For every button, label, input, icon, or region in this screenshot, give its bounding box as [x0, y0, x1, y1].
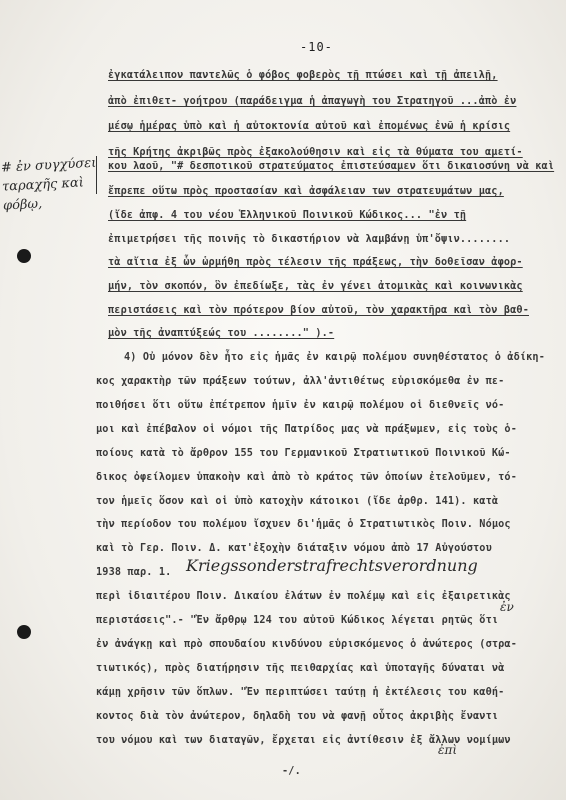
text-line: κου λαοῦ, "# δεσποτικοῦ στρατεύματος ἐπιστεύσαμεν ὅτι δικαιοσύνη νὰ καὶ — [108, 161, 555, 172]
text-line: κοντος διὰ τὸν ἀνώτερον, δηλαδὴ του νὰ φανῇ οὗτος ἀκριβὴς ἔναντι — [96, 711, 499, 722]
text-line: τὴν περίοδον του πολέμου ἴσχυεν δι'ἡμᾶς ὁ Στρατιωτικὸς Ποιν. Νόμος — [96, 519, 511, 530]
text-line: περιστάσεις καὶ τὸν πρότερον βίον αὐτοῦ, τὸν χαρακτῆρα καὶ τὸν βαθ- — [108, 305, 529, 316]
punch-hole-top — [17, 249, 31, 263]
text-line: μὸν τῆς ἀναπτύξεώς του ........" ).- — [108, 328, 335, 339]
handwritten-law-title: Kriegssonderstrafrechtsverordnung — [186, 556, 478, 575]
margin-note-line: # ἐν συγχύσει — [0, 155, 97, 176]
text-line: καὶ τὸ Γερ. Ποιν. Δ. κατ'ἐξοχὴν διάταξιν νόμου ἀπὸ 17 Αὐγούστου — [96, 543, 492, 554]
text-line: ἐπιμετρήσει τῆς ποινῆς τὸ δικαστήριον νὰ λαμβάνῃ ὑπ'ὄψιν........ — [108, 234, 511, 245]
punch-hole-bottom — [17, 625, 31, 639]
text-line: περιστάσεις".- "Ἐν ἄρθρῳ 124 του αὐτοῦ Κώδικος λέγεται ρητῶς ὅτι — [96, 615, 499, 626]
text-line: κάμῃ χρῆσιν τῶν ὅπλων. "Ἐν περιπτώσει ταύτῃ ἡ ἐκτέλεσις του καθή- — [96, 687, 505, 698]
text-line: μήν, τὸν σκοπόν, ὃν ἐπεδίωξε, τὰς ἐν γένει ἀτομικὰς καὶ κοινωνικὰς — [108, 281, 523, 292]
text-line: μοι καὶ ἐπέβαλον οἱ νόμοι τῆς Πατρίδος μας νὰ πράξωμεν, εἰς τοὺς ὁ- — [96, 424, 517, 435]
page-number: -10- — [300, 40, 333, 54]
text-line: (ἴδε ἀπφ. 4 του νέου Ἑλληνικοῦ Ποινικοῦ Κώδικος... "ἐν τῇ — [108, 210, 467, 221]
handwritten-mark: ἐπὶ — [438, 743, 458, 757]
handwritten-mark: ἐν — [500, 600, 514, 614]
text-line: ποιθήσει ὅτι οὕτω ἐπέτρεπον ἡμῖν ἐν καιρῷ πολέμου οἱ διεθνεῖς νό- — [96, 400, 505, 411]
page-end-mark: -/. — [282, 766, 301, 777]
text-line: ἀπὸ ἐπιθετ- γοήτρου (παράδειγμα ἡ ἀπαγωγὴ του Στρατηγοῦ ...ἀπὸ ἐν — [108, 96, 517, 107]
text-line: δικος ὀφείλομεν ὑπακοὴν καὶ ἀπὸ τὸ κράτος τῶν ὁποίων ἐτελοῦμεν, τό- — [96, 472, 517, 483]
margin-note-line: ταραχῆς καὶ — [1, 175, 85, 195]
text-line: ἐν ἀνάγκῃ καὶ πρὸ σπουδαίου κινδύνου εὑρισκόμενος ὁ ἀνώτερος (στρα- — [96, 639, 517, 650]
text-line: 4) Οὐ μόνον δὲν ἦτο εἰς ἡμᾶς ἐν καιρῷ πολέμου συνηθέστατος ὁ ἀδίκη- — [124, 352, 545, 363]
text-line: τὰ αἴτια ἐξ ὧν ὡρμήθη πρὸς τέλεσιν τῆς πράξεως, τὴν δοθεῖσαν ἀφορ- — [108, 257, 523, 268]
text-line: ἐγκατάλειπον παντελῶς ὁ φόβος φοβερὸς τῇ πτώσει καὶ τῇ ἀπειλῇ, — [108, 70, 498, 81]
margin-bracket — [96, 156, 105, 194]
text-line: τῆς Κρήτης ἀκριβῶς πρὸς ἐξακολούθησιν καὶ εἰς τὰ θύματα του αμετί- — [108, 147, 523, 158]
text-line: περὶ ἰδιαιτέρου Ποιν. Δικαίου ἐλάτων ἐν πολέμῳ καὶ εἰς ἐξαιρετικὰς — [96, 591, 511, 602]
margin-note-line: φόβῳ, — [2, 196, 43, 214]
text-line: κος χαρακτὴρ τῶν πράξεων τούτων, ἀλλ'ἀντιθέτως εὑρισκόμεθα ἐν πε- — [96, 376, 505, 387]
text-line: ποίους κατὰ τὸ ἄρθρον 155 του Γερμανικοῦ Στρατιωτικοῦ Ποινικοῦ Κώ- — [96, 448, 511, 459]
text-line: τιωτικός), πρὸς διατήρησιν τῆς πειθαρχίας καὶ ὑποταγῆς δύναται νὰ — [96, 663, 505, 674]
text-line: τον ἡμεῖς ὅσον καὶ οἱ ὑπὸ κατοχὴν κάτοικοι (ἴδε ἀρθρ. 141). κατὰ — [96, 496, 499, 507]
text-line: μέσῳ ἡμέρας ὑπὸ καὶ ἡ αὐτοκτονία αὐτοῦ καὶ ἐπομένως ἐνῶ ἡ κρίσις — [108, 121, 511, 132]
text-line: ἔπρεπε οὕτω πρὸς προστασίαν καὶ ἀσφάλειαν των στρατευμάτων μας, — [108, 186, 504, 197]
text-line: του νόμου καὶ των διαταγῶν, ἔρχεται εἰς ἀντίθεσιν ἐξ ἄλλων νομίμων — [96, 735, 511, 746]
handwritten-margin-note — [1, 153, 104, 215]
text-line: 1938 παρ. 1. — [96, 567, 172, 578]
